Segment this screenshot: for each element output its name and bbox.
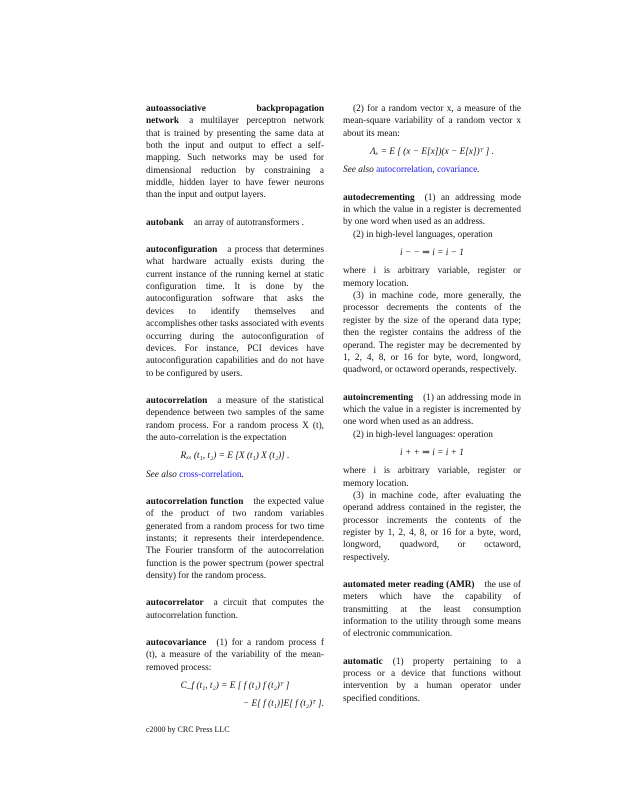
entry-term: autoconfiguration [146,245,218,256]
entry-definition: (1) an addressing mode in which the value in a register is incremented by one word when used as an address. [343,392,521,428]
link-autocorrelation[interactable]: autocorrelation [376,165,433,176]
entry-definition-where: where i is arbitrary variable, register or memory location. [343,266,521,289]
autocovariance-vector-equation: Λₓ = E [ (x − E[x])(x − E[x])ᵀ ] . [370,147,494,158]
entry-autocovariance-continued [343,103,521,177]
entry-definition: the expected value of the product of two random variables generated from a random process for two time instants; it represents their interdependence. The Fourier transform of the autocorrelation function is the power spectrum (power spectral density) for the random process. [146,496,324,581]
entry-autocorrelation [146,395,324,481]
see-also-label: See also [146,469,177,480]
entry-autobank [146,217,324,229]
entry-definition: (1) property pertaining to a process or a device that functions without intervention by a human operator under specified conditions. [343,656,521,704]
increment-equation: i + + ⇒ i = i + 1 [400,447,464,458]
see-also-end: . [477,165,480,176]
entry-autoconfiguration [146,244,324,380]
entry-term: automated meter reading (AMR) [343,580,475,590]
entry-autocorrelation-function [146,496,324,582]
entry-definition: (1) for a random process f (t), a measure of the variability of the mean-removed process: [146,638,324,673]
entry-term: autobank [146,217,184,228]
entry-term: autocorrelator [146,598,204,609]
entry-term: autocorrelation [146,395,208,406]
autocorrelation-equation: Rₓₓ (t₁, t₂) = E [X (t₁) X (t₂)] . [180,451,290,462]
entry-definition-2: (2) in high-level languages: operation [353,429,493,440]
autocovariance-equation-line-2: − E[ f (t₁)]E[ f (t₂)ᵀ ]. [242,699,324,710]
entry-definition: an array of autotransformers . [193,217,304,228]
entry-definition: (1) an addressing mode in which the value in a register is decremented by one word when used as an address. [343,192,521,228]
entry-definition: (2) for a random vector x, a measure of the mean-square variability of a random vector x about its mean: [343,104,521,139]
entry-definition-where: where i is arbitrary variable, register or memory location. [343,466,521,489]
entry-definition-3: (3) in machine code, more generally, the processor decrements the contents of the register by the size of the operand data type; then the register contains the address of the operand. The register may be decremented by 1, 2, 4, 8, or 16 for byte, word, longword, quadword, or octaword operands, respectively. [343,291,521,376]
entry-automated-meter-reading [343,579,521,641]
copyright-footer: c2000 by CRC Press LLC [146,725,230,734]
see-also-end: . [241,469,244,480]
see-also-separator: , [432,165,435,176]
entry-autocovariance [146,637,324,711]
entry-term: autocovariance [146,638,207,649]
entry-definition: a multilayer perceptron network that is trained by presenting the same data at both the input and output to effect a self-mapping. Such networks may be used for dimensional reduction by constraining a middle, hidden layer to have fewer neurons than the input and output layers. [146,116,324,201]
right-column [343,103,521,720]
entry-definition: a measure of the statistical dependence between two samples of the same random process. For a random process X (t), the auto-correlation is the expectation [146,395,324,443]
entry-autodecrementing [343,192,521,377]
link-covariance[interactable]: covariance [437,165,478,176]
entry-automatic [343,656,521,705]
entry-term: automatic [343,656,383,667]
entry-term: autoassociative backpropagation network [146,104,324,127]
entry-autoassociative-backpropagation-network [146,103,324,202]
see-also [146,469,324,481]
decrement-equation: i − − ⇒ i = i − 1 [400,248,464,259]
autocovariance-equation-line-1: C_f (t₁, t₂) = E [ f (t₁) f (t₂)ᵀ ] [180,681,290,692]
entry-definition: a process that determines what hardware actually exists during the current instance of the running kernel at static configuration time. It is done by the autoconfiguration software that asks the devices to identify themselves and accomplishes other tasks associated with events occurring during the autoconfiguration of devices. For instance, PCI devices have autoconfiguration capabilities and do not have to be configured by users. [146,245,324,379]
entry-term: autodecrementing [343,192,415,203]
link-cross-correlation[interactable]: cross-correlation [179,469,242,480]
entry-autocorrelator [146,597,324,622]
entry-term: autoincrementing [343,392,414,403]
entry-definition: a circuit that computes the autocorrelation function. [146,598,324,621]
entry-autoincrementing [343,392,521,564]
entry-definition: the use of meters which have the capability of transmitting at the least consumption information to the utility through some means of electronic communication. [343,580,521,640]
see-also [343,164,521,176]
entry-definition-2: (2) in high-level languages, operation [353,229,493,240]
entry-term: autocorrelation function [146,496,244,507]
entry-definition-3: (3) in machine code, after evaluating the operand address contained in the register, the processor increments the contents of the register by 1, 2, 4, 8, or 16 for a byte, word, longword, quadword, or octaword, respectively. [343,490,521,563]
see-also-label: See also [343,165,374,176]
left-column [146,103,324,726]
